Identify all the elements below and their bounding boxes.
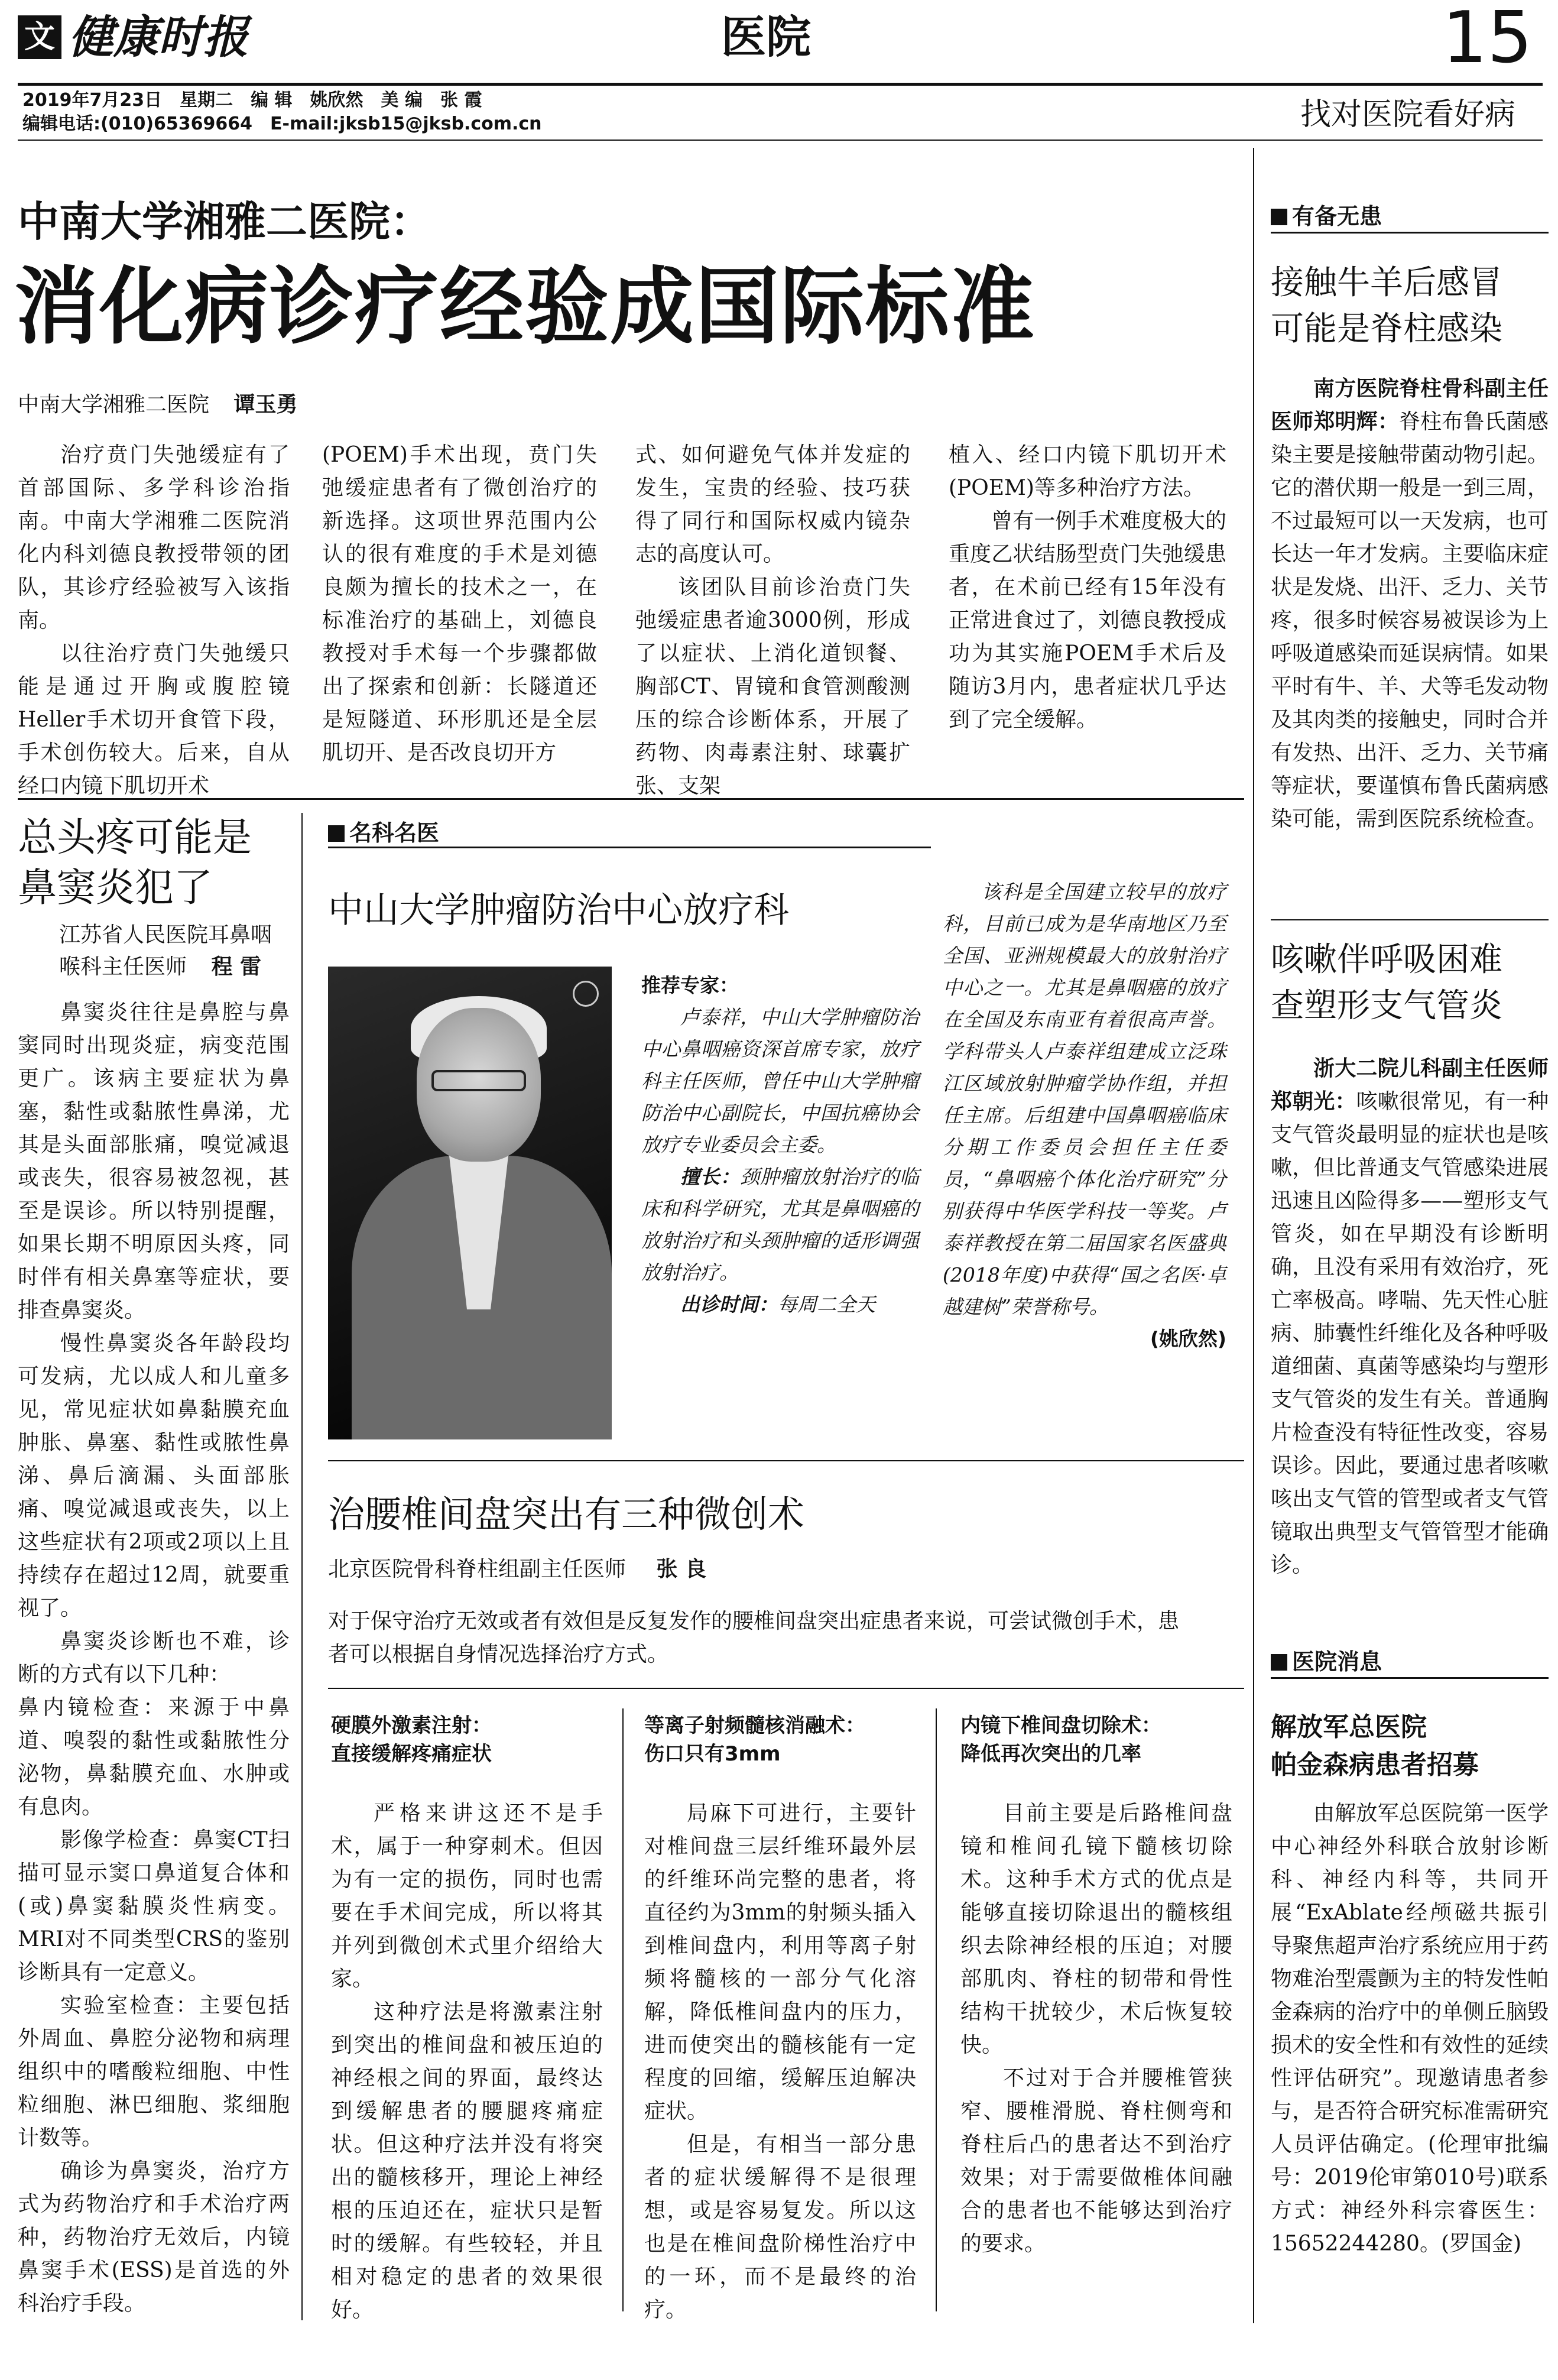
- lead-col-3: [635, 439, 910, 803]
- spine-headline: 治腰椎间盘突出有三种微创术: [328, 1493, 805, 1536]
- page-number: 15: [1442, 0, 1533, 79]
- spine-c2: [644, 1797, 916, 2327]
- slogan: 找对医院看好病: [1300, 97, 1516, 132]
- brucella-h2: 可能是脊柱感染: [1271, 310, 1502, 348]
- section-square-icon: [1271, 1654, 1287, 1671]
- sinus-p7: 确诊为鼻窦炎，治疗方式为药物治疗和手术治疗两种，药物治疗无效后，内镜鼻窦手术(ESS)是首选的外科治疗手段。: [18, 2159, 290, 2316]
- spine-intro: 对于保守治疗无效或者有效但是反复发作的腰椎间盘突出症患者来说，可尝试微创手术，患者可以根据自身情况选择治疗方式。: [328, 1609, 1180, 1666]
- sidebar-tag-2-label: 医院消息: [1292, 1649, 1382, 1675]
- spine-c1-h2: 直接缓解疼痛症状: [331, 1742, 492, 1766]
- lead-col-4-p2: 曾有一例手术难度极大的重度乙状结肠型贲门失弛缓患者，在术前已经有15年没有正常进食过了，刘德良教授成功为其实施POEM手术后及随访3月内，患者症状几乎达到了完全缓解。: [949, 509, 1226, 732]
- famous-right-text: 该科是全国建立较早的放疗科，目前已成为是华南地区乃至全国、亚洲规模最大的放射治疗中心之一。尤其是鼻咽癌的放疗在全国及东南亚有着很高声誉。学科带头人卢泰祥组建成立泛珠江区域放射肿瘤学协作组，并担任主席。后组建中国鼻咽癌临床分期工作委员会担任主任委员，“鼻咽癌个体化治疗研究”分别获得中华医学科技一等奖。卢泰祥教授在第二届国家名医盛典(2018年度)中获得“国之名医·卓越建树”荣誉称号。: [943, 880, 1226, 1318]
- sinus-p4: 鼻内镜检查：来源于中鼻道、嗅裂的黏性或黏脓性分泌物，鼻黏膜充血、水肿或有息肉。: [18, 1695, 290, 1819]
- lead-col-3-p1: 式、如何避免气体并发症的发生，宝贵的经验、技巧获得了同行和国际权威内镜杂志的高度认可。: [635, 443, 910, 566]
- cough-byline: 浙大二院儿科副主任医师郑朝光：: [1271, 1056, 1549, 1114]
- sinus-headline-1: 总头疼可能是: [18, 815, 252, 860]
- sinus-p1: 鼻窦炎往往是鼻腔与鼻窦同时出现炎症，病变范围更广。该病主要症状为鼻塞，黏性或黏脓性鼻涕，尤其是头面部胀痛，嗅觉减退或丧失，很容易被忽视，甚至是误诊。所以特别提醒，如果长期不明原因头疼，同时伴有相关鼻塞等症状，要排查鼻窦炎。: [18, 1000, 290, 1322]
- famous-right-author: (姚欣然): [1150, 1327, 1226, 1350]
- masthead-logo: [18, 11, 260, 64]
- cough-headline: [1271, 937, 1502, 1029]
- famous-title: 中山大学肿瘤防治中心放疗科: [328, 890, 789, 931]
- famous-tag-label: 名科名医: [349, 820, 440, 846]
- spine-c2-p1: 局麻下可进行，主要针对椎间盘三层纤维环最外层的纤维环尚完整的患者，将直径约为3mm的射频头插入到椎间盘内，利用等离子射频将髓核的一部分气化溶解，降低椎间盘内的压力，进而使突出的髓核能有一定程度的回缩，缓解压迫解决症状。: [644, 1801, 916, 2123]
- famous-rec-text: 卢泰祥，中山大学肿瘤防治中心鼻咽癌资深首席专家，放疗科主任医师，曾任中山大学肿瘤防治中心副院长，中国抗癌协会放疗专业委员会主委。: [641, 1006, 919, 1156]
- sinus-headline-2: 鼻窦炎犯了: [18, 865, 213, 910]
- sidebar-left-rule: [1253, 148, 1254, 2323]
- cough-h1: 咳嗽伴呼吸困难: [1271, 941, 1502, 979]
- spine-c3-p1: 目前主要是后路椎间盘镜和椎间孔镜下髓核切除术。这种手术方式的优点是能够直接切除退出的髓核组织去除神经根的压迫；对腰部肌肉、脊柱的韧带和骨性结构干扰较少，术后恢复较快。: [960, 1801, 1232, 2057]
- spine-c1: [331, 1797, 603, 2327]
- spine-c3-p2: 不过对于合并腰椎管狭窄、腰椎滑脱、脊柱侧弯和脊柱后凸的患者达不到治疗效果；对于需要做椎体间融合的患者也不能够达到治疗的要求。: [960, 2066, 1232, 2256]
- famous-spec-text: 颈肿瘤放射治疗的临床和科学研究，尤其是鼻咽癌的放射治疗和头颈肿瘤的适形调强放射治疗。: [641, 1165, 920, 1284]
- sinus-byline-name: 程 雷: [211, 955, 262, 979]
- sidebar-tag-1-label: 有备无患: [1292, 203, 1382, 229]
- spine-c2-h2: 伤口只有3mm: [644, 1742, 781, 1766]
- spine-byline-title: 北京医院骨科脊柱组副主任医师: [328, 1557, 627, 1581]
- spine-c3-h2: 降低再次突出的几率: [960, 1742, 1141, 1766]
- lead-byline-org: 中南大学湘雅二医院: [18, 393, 210, 417]
- sinus-p2: 慢性鼻窦炎各年龄段均可发病，尤以成人和儿童多见，常见症状如鼻黏膜充血肿胀、鼻塞、黏性或脓性鼻涕、鼻后滴漏、头面部胀痛、嗅觉减退或丧失，以上这些症状有2项或2项以上且持续存在超过12周，就要重视了。: [18, 1331, 290, 1620]
- lead-kicker: 中南大学湘雅二医院：: [18, 197, 431, 246]
- photo-glasses: [431, 1070, 526, 1091]
- brucella-h1: 接触牛羊后感冒: [1271, 264, 1502, 302]
- lead-headline: 消化病诊疗经验成国际标准: [14, 258, 1036, 356]
- spine-byline-name: 张 良: [656, 1557, 707, 1581]
- spine-c3: [960, 1797, 1232, 2261]
- news-body: [1271, 1797, 1549, 2261]
- news-text: 由解放军总医院第一医学中心神经外科联合放射诊断科、神经内科等，共同开展“ExAblate经颅磁共振引导聚焦超声治疗系统应用于药物难治型震颤为主的特发性帕金森病的治疗中的单侧丘脑毁损术的安全性和有效性的延续性评估研究”。现邀请患者参与，是否符合研究标准需研究人员评估确定。(伦理审批编号：2019伦审第010号)联系方式：神经外科宗睿医生：15652244280。(罗国金): [1271, 1801, 1549, 2256]
- cough-para: [1271, 1052, 1549, 1582]
- lead-col-4: [949, 439, 1226, 737]
- spine-c1-p1: 严格来讲这还不是手术，属于一种穿刺术。但因为有一定的损伤，同时也需要在手术间完成，所以将其并列到微创术式里介绍给大家。: [331, 1801, 603, 1991]
- sinus-byline-title: 江苏省人民医院耳鼻咽喉科主任医师: [59, 923, 272, 979]
- spine-c3-h1: 内镜下椎间盘切除术：: [960, 1714, 1161, 1737]
- famous-tag: [328, 815, 439, 847]
- spine-intro-rule: [328, 1688, 1244, 1689]
- famous-expert: [641, 969, 919, 1321]
- lead-col-3-p2: 该团队目前诊治贲门失弛缓症患者逾3000例，形成了以症状、上消化道钡餐、胸部CT、胃镜和食管测酸测压的综合诊断体系，开展了药物、肉毒素注射、球囊扩张、支架: [635, 575, 910, 798]
- section-name: 医院: [721, 11, 811, 63]
- sinus-byline: [59, 919, 290, 983]
- sidebar-tag-2-rule: [1271, 1677, 1549, 1679]
- famous-tag-rule: [328, 847, 931, 848]
- spine-c1-heading: [331, 1711, 603, 1768]
- spine-divider-2: [936, 1708, 937, 2311]
- doctor-photo: [328, 967, 612, 1439]
- lead-col-1: [18, 439, 290, 803]
- brucella-text: 脊柱布鲁氏菌感染主要是接触带菌动物引起。它的潜伏期一般是一到三周，不过最短可以一天发病，也可长达一年才发病。主要临床症状是发烧、出汗、乏力、关节疼，很多时候容易被误诊为上呼吸道感染而延误病情。如果平时有牛、羊、犬等毛发动物及其肉类的接触史，同时合并有发热、出汗、乏力、关节痛等症状，要谨慎布鲁氏菌病感染可能，需到医院系统检查。: [1271, 410, 1549, 831]
- sidebar-tag-1-rule: [1271, 232, 1549, 234]
- famous-spec-label: 擅长：: [680, 1165, 741, 1188]
- famous-spec: [641, 1161, 919, 1289]
- spine-divider-1: [622, 1708, 624, 2311]
- famous-time-label: 出诊时间：: [680, 1293, 778, 1316]
- sidebar-rule-1: [1271, 919, 1549, 920]
- logo-seal-icon: 文: [18, 15, 61, 59]
- brucella-para: [1271, 372, 1549, 836]
- famous-time: [641, 1289, 919, 1321]
- famous-time-text: 每周二全天: [778, 1293, 875, 1316]
- brucella-byline: 南方医院脊柱骨科副主任医师郑明辉：: [1271, 377, 1549, 434]
- sinus-p3: 鼻窦炎诊断也不难，诊断的方式有以下几种：: [18, 1629, 290, 1687]
- spine-c2-heading: [644, 1711, 916, 1768]
- section-square-icon: [328, 825, 345, 842]
- date-line: 2019年7月23日 星期二 编 辑 姚欣然 美 编 张 霞: [22, 90, 482, 111]
- masthead-rule: [18, 83, 1543, 86]
- section-square-icon: [1271, 209, 1287, 225]
- lead-col-1-p1: 治疗贲门失弛缓症有了首部国际、多学科诊治指南。中南大学湘雅二医院消化内科刘德良教授带领的团队，其诊疗经验被写入该指南。: [18, 443, 290, 633]
- lead-bottom-rule: [18, 798, 1244, 800]
- news-h1: 解放军总医院: [1271, 1712, 1427, 1742]
- lead-col-2-p1: (POEM)手术出现，贲门失弛缓症患者有了微创治疗的新选择。这项世界范围内公认的很有难度的手术是刘德良颇为擅长的技术之一，在标准治疗的基础上，刘德良教授对手术每一个步骤都做出了探索和创新：长隧道还是短隧道、环形肌还是全层肌切开、是否改良切开方: [322, 443, 597, 765]
- sidebar-tag-1: [1271, 198, 1382, 231]
- masthead-bottom-rule: [18, 140, 1543, 141]
- lead-byline: [18, 390, 297, 420]
- brucella-headline: [1271, 260, 1502, 352]
- cough-text: 咳嗽很常见，有一种支气管炎最明显的症状也是咳嗽，但比普通支气管感染进展迅速且凶险得多——塑形支气管炎，如在早期没有诊断明确，且没有采用有效治疗，死亡率极高。哮喘、先天性心脏病、肺囊性纤维化及各种呼吸道细菌、真菌等感染均与塑形支气管炎的发生有关。普通胸片检查没有特征性改变，容易误诊。因此，要通过患者咳嗽咳出支气管的管型或者支气管镜取出典型支气管管型才能确诊。: [1271, 1090, 1549, 1577]
- famous-rec-label: 推荐专家：: [641, 974, 739, 997]
- contact-line: 编辑电话:(010)65369664 E-mail:jksb15@jksb.com.cn: [22, 114, 542, 134]
- spine-byline: [328, 1555, 706, 1584]
- sidebar-tag-2: [1271, 1643, 1382, 1676]
- spine-c2-h1: 等离子射频髓核消融术：: [644, 1714, 865, 1737]
- cough-h2: 查塑形支气管炎: [1271, 987, 1502, 1025]
- sinus-body: [18, 996, 290, 2320]
- spine-c1-p2: 这种疗法是将激素注射到突出的椎间盘和被压迫的神经根之间的界面，最终达到缓解患者的腰腿疼痛症状。但这种疗法并没有将突出的髓核移开，理论上神经根的压迫还在，症状只是暂时的缓解。有些较轻，并且相对稳定的患者的效果很好。: [331, 2000, 603, 2322]
- news-headline: [1271, 1708, 1479, 1784]
- left-column-rule: [301, 813, 303, 2320]
- logo-text: 健康时报: [69, 11, 248, 63]
- cough-body: [1271, 1052, 1549, 1582]
- famous-bottom-rule: [328, 1460, 1244, 1461]
- photo-logo-icon: [573, 981, 599, 1007]
- lead-col-4-p1: 植入、经口内镜下肌切开术(POEM)等多种治疗方法。: [949, 443, 1226, 500]
- famous-right: [943, 876, 1226, 1355]
- lead-col-1-p2: 以往治疗贲门失弛缓只能是通过开胸或腹腔镜Heller手术切开食管下段，手术创伤较大。后来，自从经口内镜下肌切开术: [18, 641, 290, 798]
- sinus-p5: 影像学检查：鼻窦CT扫描可显示窦口鼻道复合体和(或)鼻窦黏膜炎性病变。MRI对不同类型CRS的鉴别诊断具有一定意义。: [18, 1828, 290, 1985]
- news-h2: 帕金森病患者招募: [1271, 1750, 1479, 1780]
- spine-c2-p2: 但是，有相当一部分患者的症状缓解得不是很理想，或是容易复发。所以这也是在椎间盘阶梯性治疗中的一环，而不是最终的治疗。: [644, 2132, 916, 2322]
- lead-byline-name: 谭玉勇: [233, 393, 298, 417]
- brucella-body: [1271, 372, 1549, 836]
- lead-col-2: [322, 439, 597, 770]
- spine-c1-h1: 硬膜外激素注射：: [331, 1714, 492, 1737]
- spine-c3-heading: [960, 1711, 1232, 1768]
- sinus-p6: 实验室检查：主要包括外周血、鼻腔分泌物和病理组织中的嗜酸粒细胞、中性粒细胞、淋巴细胞、浆细胞计数等。: [18, 1993, 290, 2150]
